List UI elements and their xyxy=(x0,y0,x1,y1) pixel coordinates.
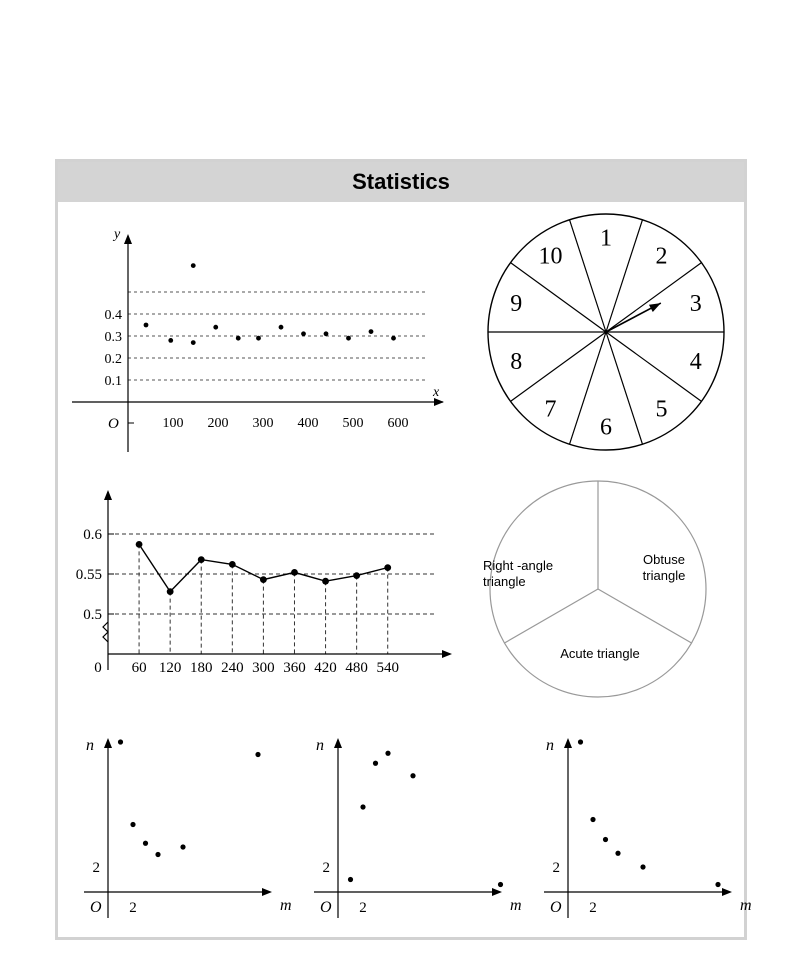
y-tick-label: 2 xyxy=(552,860,560,876)
wheel-slice-label: 4 xyxy=(689,349,702,376)
data-point xyxy=(144,323,149,328)
line-chart xyxy=(58,482,478,682)
data-point xyxy=(167,588,174,595)
y-tick-label: 0.4 xyxy=(104,308,122,323)
x-tick-label: 500 xyxy=(342,416,364,431)
x-tick-label: 180 xyxy=(189,660,213,676)
data-point xyxy=(603,837,608,842)
data-point xyxy=(353,572,360,579)
wheel-slice-label: 5 xyxy=(655,396,668,423)
wheel-divider xyxy=(511,263,606,332)
wheel-slice-label: 10 xyxy=(538,243,563,270)
y-tick-label: 2 xyxy=(92,860,100,876)
y-tick-label: 0.3 xyxy=(104,330,122,345)
data-point xyxy=(213,325,218,330)
y-tick-label: 2 xyxy=(322,860,330,876)
data-point xyxy=(360,804,365,809)
wheel-slice-label: 7 xyxy=(544,396,557,423)
y-axis-label: n xyxy=(86,737,94,754)
x-tick-label: 200 xyxy=(207,416,229,431)
origin-label: 0 xyxy=(94,660,102,676)
data-point xyxy=(229,561,236,568)
x-axis-label: m xyxy=(280,897,292,914)
scatter-chart-small-1 xyxy=(58,722,292,932)
x-tick-label: 100 xyxy=(162,416,184,431)
data-point xyxy=(198,556,205,563)
data-point xyxy=(410,773,415,778)
x-axis-label: m xyxy=(740,897,752,914)
x-axis-arrow xyxy=(442,650,452,658)
wheel-slice-label: 1 xyxy=(600,225,612,252)
data-point xyxy=(256,336,261,341)
x-tick-label: 2 xyxy=(589,900,597,916)
triangle-pie-chart xyxy=(478,482,748,682)
data-point xyxy=(322,578,329,585)
data-point xyxy=(180,844,185,849)
wheel-slice-label: 2 xyxy=(655,243,668,270)
header-title: Statistics xyxy=(58,162,744,202)
data-point xyxy=(191,340,196,345)
wheel-divider xyxy=(511,332,606,401)
data-point xyxy=(384,564,391,571)
origin-label: O xyxy=(90,899,102,916)
data-point xyxy=(715,882,720,887)
data-point xyxy=(391,336,396,341)
y-tick-label: 0.55 xyxy=(75,567,102,583)
y-axis-arrow xyxy=(104,738,112,748)
series-line xyxy=(139,544,388,591)
data-point xyxy=(615,851,620,856)
data-point xyxy=(578,739,583,744)
x-tick-label: 2 xyxy=(359,900,367,916)
x-axis-label: x xyxy=(433,385,440,400)
data-point xyxy=(255,752,260,757)
pie-divider xyxy=(598,589,692,643)
y-tick-label: 0.1 xyxy=(104,374,122,389)
x-axis-arrow xyxy=(722,888,732,896)
data-point xyxy=(348,877,353,882)
x-tick-label: 540 xyxy=(376,660,399,676)
data-point xyxy=(279,325,284,330)
y-axis-arrow xyxy=(334,738,342,748)
data-point xyxy=(168,338,173,343)
x-tick-label: 120 xyxy=(158,660,182,676)
data-point xyxy=(130,822,135,827)
y-axis-label: n xyxy=(316,737,324,754)
x-axis-arrow xyxy=(262,888,272,896)
y-tick-label: 0.5 xyxy=(83,607,102,623)
axis-break xyxy=(103,622,108,642)
y-tick-label: 0.6 xyxy=(83,527,102,543)
scatter-chart-small-2 xyxy=(288,722,522,932)
data-point xyxy=(373,761,378,766)
data-point xyxy=(136,541,143,548)
data-point xyxy=(143,841,148,846)
spinner-wheel xyxy=(478,212,738,462)
y-axis-arrow xyxy=(104,490,112,500)
data-point xyxy=(640,864,645,869)
y-axis-label: y xyxy=(114,227,121,242)
scatter-chart-1 xyxy=(58,212,458,472)
data-point xyxy=(260,576,267,583)
x-tick-label: 400 xyxy=(297,416,319,431)
x-tick-label: 420 xyxy=(314,660,337,676)
pie-divider xyxy=(504,589,598,643)
data-point xyxy=(301,331,306,336)
origin-label: O xyxy=(108,416,119,432)
pie-slice-label: Obtuse triangle xyxy=(642,552,686,583)
wheel-slice-label: 9 xyxy=(510,290,523,317)
origin-label: O xyxy=(320,899,332,916)
x-tick-label: 300 xyxy=(252,416,274,431)
x-axis-arrow xyxy=(492,888,502,896)
y-axis-label: n xyxy=(546,737,554,754)
x-tick-label: 300 xyxy=(252,660,275,676)
y-tick-label: 0.2 xyxy=(104,352,122,367)
data-point xyxy=(385,751,390,756)
data-point xyxy=(118,739,123,744)
wheel-slice-label: 8 xyxy=(510,349,523,376)
origin-label: O xyxy=(550,899,562,916)
data-point xyxy=(590,817,595,822)
x-tick-label: 600 xyxy=(387,416,409,431)
x-tick-label: 240 xyxy=(221,660,244,676)
wheel-divider xyxy=(606,332,701,401)
scatter-chart-small-3 xyxy=(518,722,752,932)
data-point xyxy=(155,852,160,857)
x-tick-label: 60 xyxy=(131,660,147,676)
data-point xyxy=(324,331,329,336)
data-point xyxy=(498,882,503,887)
wheel-slice-label: 6 xyxy=(600,414,612,441)
data-point xyxy=(291,569,298,576)
data-point xyxy=(369,329,374,334)
data-point xyxy=(346,336,351,341)
y-axis-arrow xyxy=(124,234,132,244)
wheel-slice-label: 3 xyxy=(689,290,702,317)
x-tick-label: 480 xyxy=(345,660,368,676)
pie-slice-label: Acute triangle xyxy=(560,646,640,661)
x-tick-label: 360 xyxy=(283,660,306,676)
x-axis-label: m xyxy=(510,897,522,914)
wheel-pointer-head xyxy=(649,303,661,312)
x-tick-label: 2 xyxy=(129,900,137,916)
statistics-card xyxy=(55,159,752,940)
wheel-divider xyxy=(606,263,701,332)
y-axis-arrow xyxy=(564,738,572,748)
data-point xyxy=(191,263,196,268)
pie-slice-label: Right -angle triangle xyxy=(483,558,554,589)
data-point xyxy=(236,336,241,341)
